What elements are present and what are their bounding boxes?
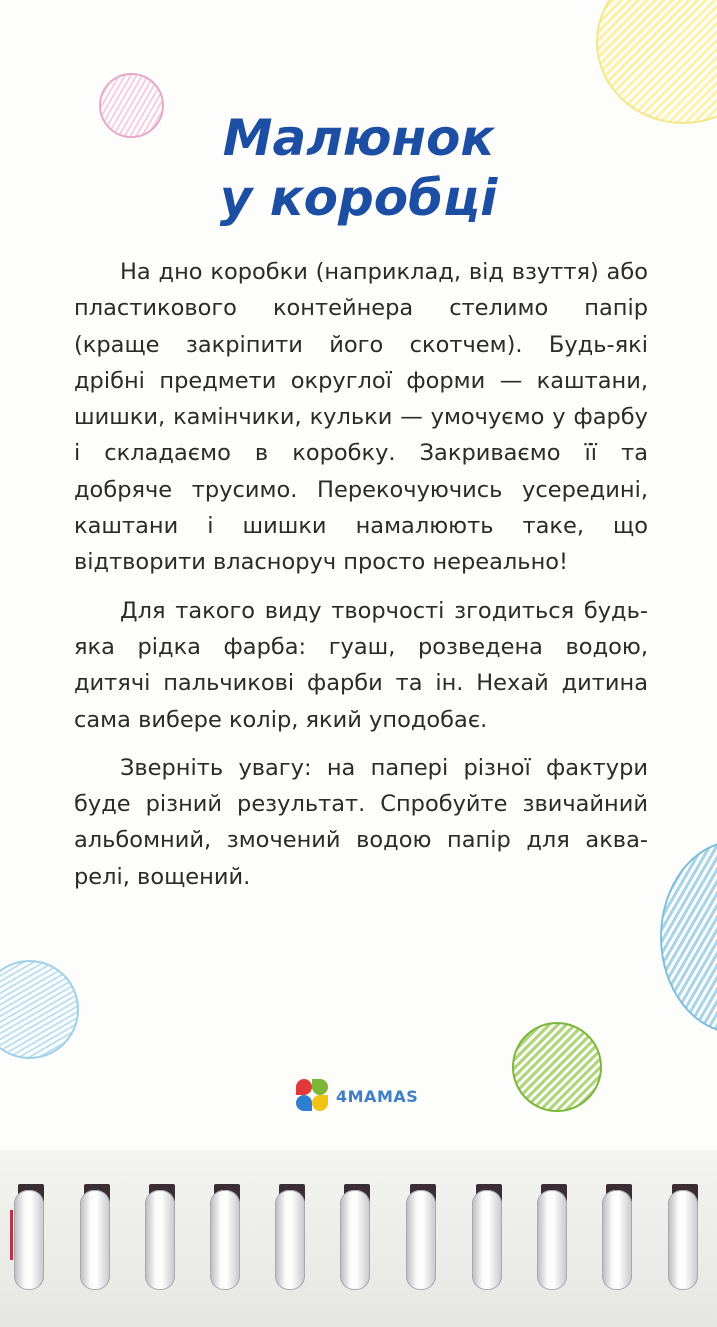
spiral-binding [0, 1178, 717, 1327]
flower-logo-icon [292, 1076, 332, 1116]
blue-crayon-circle-left [0, 960, 79, 1059]
green-crayon-circle [512, 1022, 602, 1112]
binding-ring [145, 1190, 175, 1290]
binding-ring [668, 1190, 698, 1290]
blue-crayon-circle-right [660, 840, 717, 1034]
paragraph-3: Зверніть увагу: на папері різної фактури буде різний результат. Спробуйте звичайний альбомний, змочений водою папір для акварелі, вощений. [74, 754, 648, 890]
binding-ring [210, 1190, 240, 1290]
body-text [74, 254, 648, 907]
binding-ring [80, 1190, 110, 1290]
publisher-logo [292, 1076, 418, 1116]
title-line-2: у коробці [219, 169, 498, 227]
paragraph-1: На дно коробки (наприклад, від взуття) або пластикового контейнера стелимо папір (краще закріпити його скотчем). Будь-які дрібні предмети округлої форми — каштани, шишки, камінчики, кульки — умочуємо у фарбу і складаємо в коробку. Закриваємо її та добряче трусимо. Перекочуючись усередині, каштани і шишки намалюють таке, що відтворити власноруч просто нереально! [74, 259, 648, 576]
title-line-1: Малюнок [222, 109, 495, 167]
logo-text: 4MAMAS [336, 1086, 419, 1106]
binding-ring [602, 1190, 632, 1290]
binding-ring [14, 1190, 44, 1290]
binding-ring [406, 1190, 436, 1290]
page-title [0, 108, 717, 228]
binding-ring [340, 1190, 370, 1290]
binding-ring [537, 1190, 567, 1290]
binding-ring [472, 1190, 502, 1290]
paragraph-2: Для такого виду творчості згодиться будь-яка рідка фарба: гуаш, розведена водою, дитячі пальчикові фарби та ін. Нехай дитина сама вибере колір, який уподобає. [74, 597, 648, 733]
binding-ring [275, 1190, 305, 1290]
yellow-crayon-circle [596, 0, 717, 124]
